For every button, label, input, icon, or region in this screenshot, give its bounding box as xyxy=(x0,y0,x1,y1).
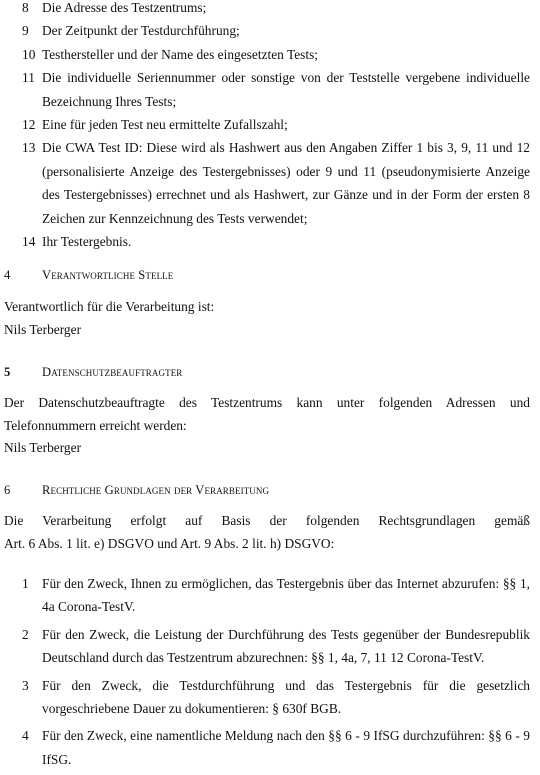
list-item: 14 Ihr Testergebnis. xyxy=(22,234,132,250)
section-4-heading: 4 Verantwortliche Stelle xyxy=(4,268,174,282)
list-item: 10 Testhersteller und der Name des eingesetzten Tests; xyxy=(22,46,319,62)
list-item: 9 Der Zeitpunkt der Testdurchführung; xyxy=(22,23,240,39)
section-4-name: Nils Terberger xyxy=(4,322,82,337)
list-item: 11 Die individuelle Seriennummer oder sonstige von der Teststelle vergebene individuelle Bezeichnung Ihres Tests; xyxy=(22,70,530,109)
legal-basis-list xyxy=(0,572,540,775)
list-item: 8 Die Adresse des Testzentrums; xyxy=(22,0,207,15)
section-6-heading: 6 Rechtliche Grundlagen der Verarbeitung xyxy=(4,483,270,497)
section-6-intro-line-2: Art. 6 Abs. 1 lit. e) DSGVO und Art. 9 Abs. 2 lit. h) DSGVO: xyxy=(4,536,335,551)
data-items-list xyxy=(0,0,540,253)
list-item: 12 Eine für jeden Test neu ermittelte Zufallszahl; xyxy=(22,117,288,133)
section-6-intro-line-1: Die Verarbeitung erfolgt auf Basis der folgenden Rechtsgrundlagen gemäß xyxy=(4,513,530,528)
section-5-name: Nils Terberger xyxy=(4,440,82,455)
list-item: 13 Die CWA Test ID: Diese wird als Hashwert aus den Angaben Ziffer 1 bis 3, 9, 11 und 12 (personalisierte Anzeige des Testergebnisses) oder 9 und 11 (pseudonymisierte Anzeige des Testergebnisses) errechnet und als Hashwert, zur Gänze und in der Form der ersten 8 Zeichen zur Kennzeichnung des Tests verwendet; xyxy=(22,140,530,226)
list-item: 1 Für den Zweck, Ihnen zu ermöglichen, das Testergebnis über das Internet abzurufen: §§ 1, 4a Corona-TestV. xyxy=(22,576,530,615)
section-5-heading: 5 Datenschutzbeauftragter xyxy=(4,365,183,379)
list-item: 3 Für den Zweck, die Testdurchführung und das Testergebnis für die gesetzlich vorgeschriebene Dauer zu dokumentieren: § 630f BGB. xyxy=(22,677,530,717)
list-item: 2 Für den Zweck, die Leistung der Durchführung des Tests gegenüber der Bundesrepublik Deutschland durch das Testzentrum abzurechnen: §§ 1, 4a, 7, 11 12 Corona-TestV. xyxy=(22,626,530,666)
section-5-intro: Der Datenschutzbeauftragte des Testzentrums kann unter folgenden Adressen und Telefonnummern erreicht werden: xyxy=(4,395,530,434)
list-item: 4 Für den Zweck, eine namentliche Meldung nach den §§ 6 - 9 IfSG durchzuführen: §§ 6 - 9 IfSG. xyxy=(22,728,530,767)
section-4-intro: Verantwortlich für die Verarbeitung ist: xyxy=(4,299,215,314)
